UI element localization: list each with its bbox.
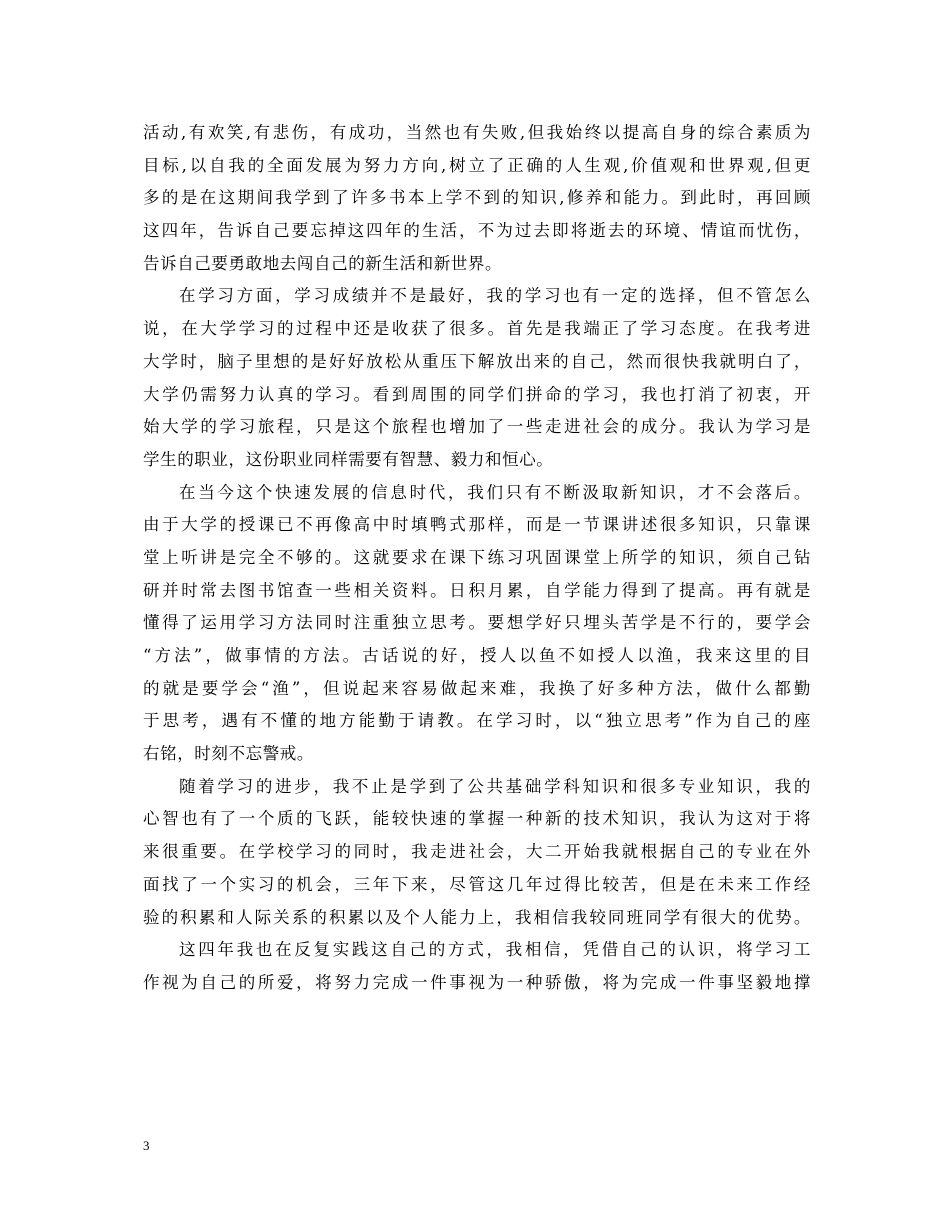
text-line: 这四年，告诉自己要忘掉这四年的生活，不为过去即将逝去的环境、情谊而忧伤， [143, 221, 811, 241]
text-line: 随着学习的进步，我不止是学到了公共基础学科知识和很多专业知识，我的 [179, 776, 811, 796]
text-line: 告诉自己要勇敢地去闯自己的新生活和新世界。 [143, 253, 503, 273]
text-line: 的就是要学会“渔”，但说起来容易做起来难，我换了好多种方法，做什么都勤 [143, 678, 811, 698]
text-line: 学生的职业，这份职业同样需要有智慧、毅力和恒心。 [143, 449, 554, 469]
text-line: 面找了一个实习的机会，三年下来，尽管这几年过得比较苦，但是在未来工作经 [143, 874, 811, 894]
text-line: 始大学的学习旅程，只是这个旅程也增加了一些走进社会的成分。我认为学习是 [143, 417, 811, 437]
text-line: 这四年我也在反复实践这自己的方式，我相信，凭借自己的认识，将学习工 [179, 940, 811, 960]
text-line: 由于大学的授课已不再像高中时填鸭式那样，而是一节课讲述很多知识，只靠课 [143, 515, 811, 535]
text-line: 大学仍需努力认真的学习。看到周围的同学们拼命的学习，我也打消了初衷，开 [143, 384, 811, 404]
text-line: 验的积累和人际关系的积累以及个人能力上，我相信我较同班同学有很大的优势。 [143, 907, 811, 927]
text-line: 目标,以自我的全面发展为努力方向,树立了正确的人生观,价值观和世界观,但更 [143, 155, 811, 175]
text-line: 在当今这个快速发展的信息时代，我们只有不断汲取新知识，才不会落后。 [179, 482, 811, 502]
text-line: 大学时，脑子里想的是好好放松从重压下解放出来的自己，然而很快我就明白了， [143, 351, 811, 371]
text-line: 作视为自己的所爱，将努力完成一件事视为一种骄傲，将为完成一件事坚毅地撑 [143, 972, 811, 992]
text-line: 心智也有了一个质的飞跃，能较快速的掌握一种新的技术知识，我认为这对于将 [143, 809, 811, 829]
text-line: 多的是在这期间我学到了许多书本上学不到的知识,修养和能力。到此时，再回顾 [143, 188, 811, 208]
text-line: 在学习方面，学习成绩并不是最好，我的学习也有一定的选择，但不管怎么 [179, 286, 811, 306]
text-line: 来很重要。在学校学习的同时，我走进社会，大二开始我就根据自己的专业在外 [143, 842, 811, 862]
text-line: “方法”，做事情的方法。古话说的好，授人以鱼不如授人以渔，我来这里的目 [143, 646, 811, 665]
page-number: 3 [143, 1138, 150, 1153]
text-line: 活动,有欢笑,有悲伤，有成功，当然也有失败,但我始终以提高自身的综合素质为 [143, 123, 811, 142]
text-line: 堂上听讲是完全不够的。这就要求在课下练习巩固课堂上所学的知识，须自己钻 [143, 547, 811, 567]
document-body [143, 117, 811, 1000]
text-line: 研并时常去图书馆查一些相关资料。日积月累，自学能力得到了提高。再有就是 [143, 580, 811, 600]
text-line: 于思考，遇有不懂的地方能勤于请教。在学习时，以“独立思考”作为自己的座 [143, 711, 811, 731]
text-line: 说，在大学学习的过程中还是收获了很多。首先是我端正了学习态度。在我考进 [143, 319, 811, 339]
text-line: 右铭，时刻不忘警戒。 [143, 744, 314, 764]
text-line: 懂得了运用学习方法同时注重独立思考。要想学好只埋头苦学是不行的，要学会 [143, 613, 811, 633]
